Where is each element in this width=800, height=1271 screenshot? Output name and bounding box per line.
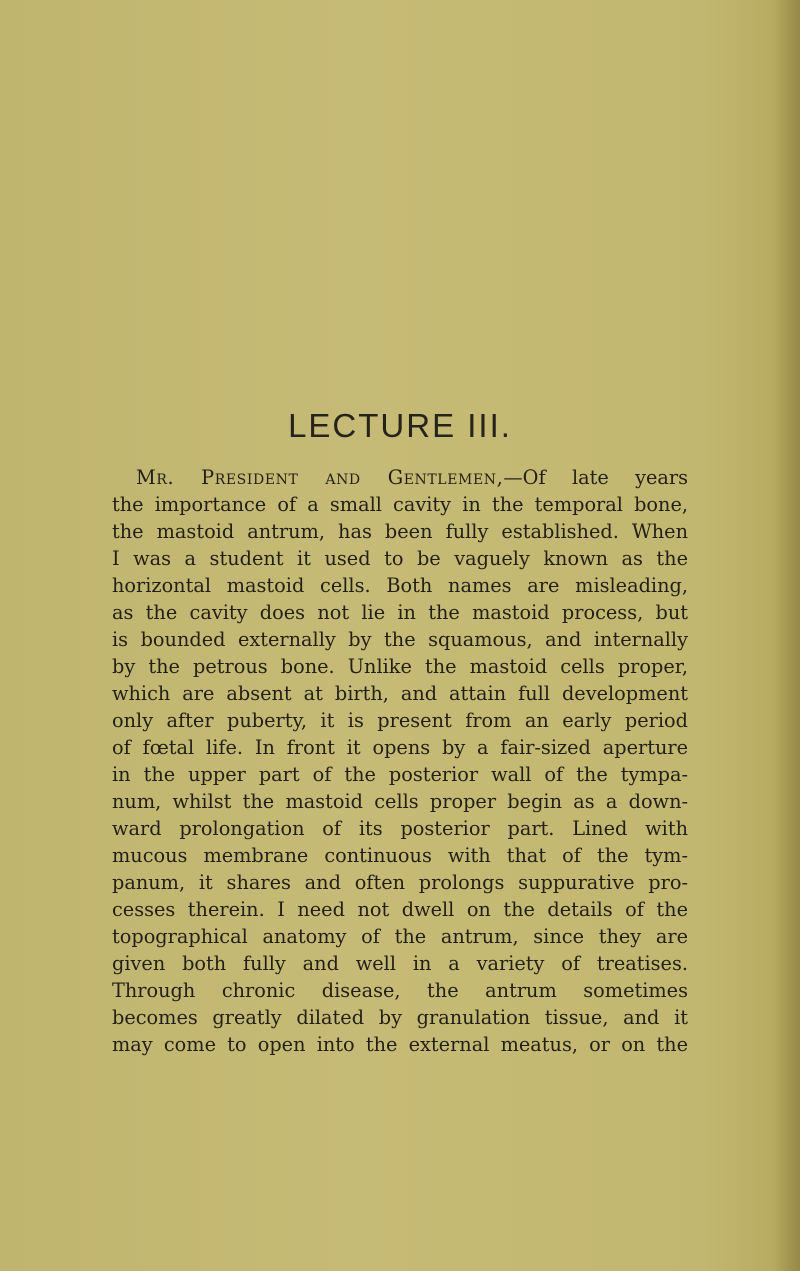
text-line: by the petrous bone. Unlike the mastoid cells proper,: [112, 655, 688, 678]
text-line: the importance of a small cavity in the temporal bone,: [112, 493, 688, 516]
page-edge-shadow: [774, 0, 800, 1271]
lecture-heading: LECTURE III.: [288, 407, 512, 444]
text-line: becomes greatly dilated by granulation tissue, and it: [112, 1006, 688, 1029]
text-line: I was a student it used to be vaguely known as the: [112, 547, 688, 570]
text-line: topographical anatomy of the antrum, since they are: [112, 925, 688, 948]
lecture-body: [112, 464, 688, 1058]
text-line: which are absent at birth, and attain full development: [112, 682, 688, 705]
text-line: cesses therein. I need not dwell on the details of the: [112, 898, 688, 921]
text-line: as the cavity does not lie in the mastoid process, but: [112, 601, 688, 624]
text-line: only after puberty, it is present from an early period: [112, 709, 688, 732]
text-line-continuation: —Of late years: [503, 466, 688, 489]
text-line: mucous membrane continuous with that of the tym-: [112, 844, 688, 867]
text-line: horizontal mastoid cells. Both names are misleading,: [112, 574, 688, 597]
text-line: num, whilst the mastoid cells proper begin as a down-: [112, 790, 688, 813]
text-line: in the upper part of the posterior wall of the tympa-: [112, 763, 688, 786]
text-line: panum, it shares and often prolongs suppurative pro-: [112, 871, 688, 894]
text-line: the mastoid antrum, has been fully established. When: [112, 520, 688, 543]
text-line: may come to open into the external meatus, or on the: [112, 1033, 688, 1056]
text-line: is bounded externally by the squamous, and internally: [112, 628, 688, 651]
text-line: ward prolongation of its posterior part. Lined with: [112, 817, 688, 840]
text-line: given both fully and well in a variety of treatises.: [112, 952, 688, 975]
text-line: [112, 464, 688, 491]
salutation: Mr. President and Gentlemen,: [136, 466, 504, 489]
text-line: of fœtal life. In front it opens by a fair-sized aperture: [112, 736, 688, 759]
text-line: Through chronic disease, the antrum sometimes: [112, 979, 688, 1002]
